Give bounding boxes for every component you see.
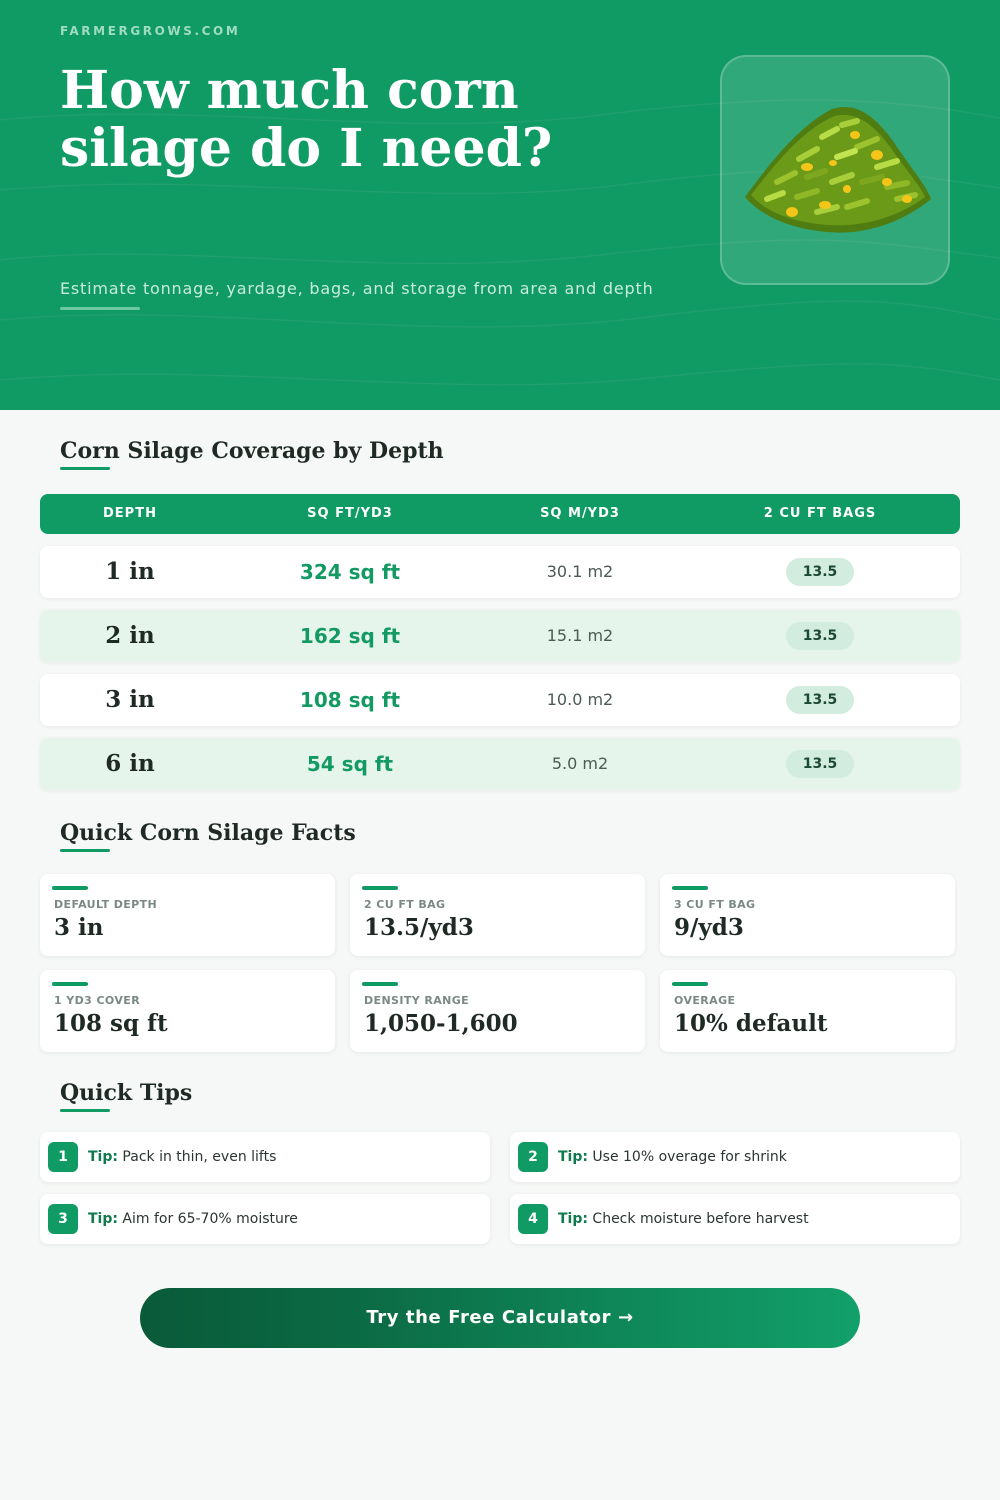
cell-sqm: 10.0 m2 [546, 690, 614, 709]
table-row [40, 738, 960, 790]
cell-sqft: 162 sq ft [299, 624, 401, 648]
tip-body: Use 10% overage for shrink [592, 1149, 787, 1165]
cell-sqm: 15.1 m2 [546, 626, 614, 645]
fact-card-yd3-cover [40, 970, 335, 1052]
tip-prefix: Tip: [88, 1149, 118, 1165]
tip-prefix: Tip: [558, 1211, 588, 1227]
cell-bags-badge: 13.5 [786, 558, 854, 586]
tip-number-badge: 4 [518, 1204, 548, 1234]
tip-card [510, 1132, 960, 1182]
fact-label: OVERAGE [674, 994, 736, 1007]
fact-accent-bar [362, 886, 398, 890]
page-title: How much corn silage do I need? [60, 60, 553, 179]
column-header-sqft: SQ FT/YD3 [307, 506, 393, 521]
tip-card [510, 1194, 960, 1244]
cell-depth: 2 in [105, 622, 155, 649]
fact-accent-bar [52, 886, 88, 890]
fact-label: DEFAULT DEPTH [54, 898, 158, 911]
tip-card [40, 1132, 490, 1182]
facts-heading-underline [60, 849, 110, 852]
tip-text [88, 1132, 276, 1182]
cell-depth: 3 in [105, 686, 155, 713]
fact-value: 10% default [674, 1010, 828, 1037]
tip-body: Check moisture before harvest [592, 1211, 809, 1227]
cell-sqft: 54 sq ft [306, 752, 394, 776]
fact-accent-bar [672, 982, 708, 986]
cell-sqm: 30.1 m2 [546, 562, 614, 581]
cell-depth: 1 in [105, 558, 155, 585]
fact-accent-bar [52, 982, 88, 986]
cell-bags-badge: 13.5 [786, 750, 854, 778]
fact-card-default-depth [40, 874, 335, 956]
fact-value: 3 in [54, 914, 104, 941]
cell-depth: 6 in [105, 750, 155, 777]
tip-prefix: Tip: [558, 1149, 588, 1165]
tip-text [558, 1132, 787, 1182]
tip-text [558, 1194, 809, 1244]
tip-number-badge: 3 [48, 1204, 78, 1234]
coverage-heading: Corn Silage Coverage by Depth [60, 438, 444, 464]
table-row [40, 610, 960, 662]
table-row [40, 674, 960, 726]
facts-heading: Quick Corn Silage Facts [60, 820, 356, 846]
fact-card-3cuft-bag [660, 874, 955, 956]
tip-card [40, 1194, 490, 1244]
fact-value: 13.5/yd3 [364, 914, 474, 941]
tip-body: Aim for 65-70% moisture [122, 1211, 298, 1227]
cell-bags-badge: 13.5 [786, 622, 854, 650]
fact-value: 1,050-1,600 [364, 1010, 518, 1037]
tip-number-badge: 1 [48, 1142, 78, 1172]
cell-sqft: 108 sq ft [299, 688, 401, 712]
fact-card-2cuft-bag [350, 874, 645, 956]
subtitle-underline [60, 307, 140, 310]
tips-heading: Quick Tips [60, 1080, 193, 1106]
column-header-sqm: SQ M/YD3 [540, 506, 620, 521]
tips-heading-underline [60, 1109, 110, 1112]
fact-card-overage [660, 970, 955, 1052]
fact-value: 108 sq ft [54, 1010, 168, 1037]
table-row [40, 546, 960, 598]
column-header-bags: 2 CU FT BAGS [763, 506, 877, 521]
tip-body: Pack in thin, even lifts [122, 1149, 277, 1165]
fact-label: 3 CU FT BAG [674, 898, 756, 911]
cell-sqft: 324 sq ft [299, 560, 401, 584]
coverage-table-header [40, 494, 960, 534]
fact-card-density-range [350, 970, 645, 1052]
column-header-depth: DEPTH [103, 506, 157, 521]
cell-sqm: 5.0 m2 [551, 754, 609, 773]
fact-value: 9/yd3 [674, 914, 744, 941]
coverage-heading-underline [60, 467, 110, 470]
fact-label: DENSITY RANGE [364, 994, 470, 1007]
site-name[interactable]: FARMERGROWS.COM [60, 24, 241, 38]
cell-bags-badge: 13.5 [786, 686, 854, 714]
hero-image-card [720, 55, 950, 285]
fact-accent-bar [362, 982, 398, 986]
silage-pile-icon [737, 87, 937, 257]
try-calculator-button[interactable]: Try the Free Calculator → [140, 1288, 860, 1348]
fact-label: 2 CU FT BAG [364, 898, 446, 911]
fact-label: 1 YD3 COVER [54, 994, 141, 1007]
hero-banner [0, 0, 1000, 410]
tip-text [88, 1194, 298, 1244]
fact-accent-bar [672, 886, 708, 890]
tip-prefix: Tip: [88, 1211, 118, 1227]
tip-number-badge: 2 [518, 1142, 548, 1172]
page-subtitle: Estimate tonnage, yardage, bags, and storage from area and depth [60, 279, 654, 298]
